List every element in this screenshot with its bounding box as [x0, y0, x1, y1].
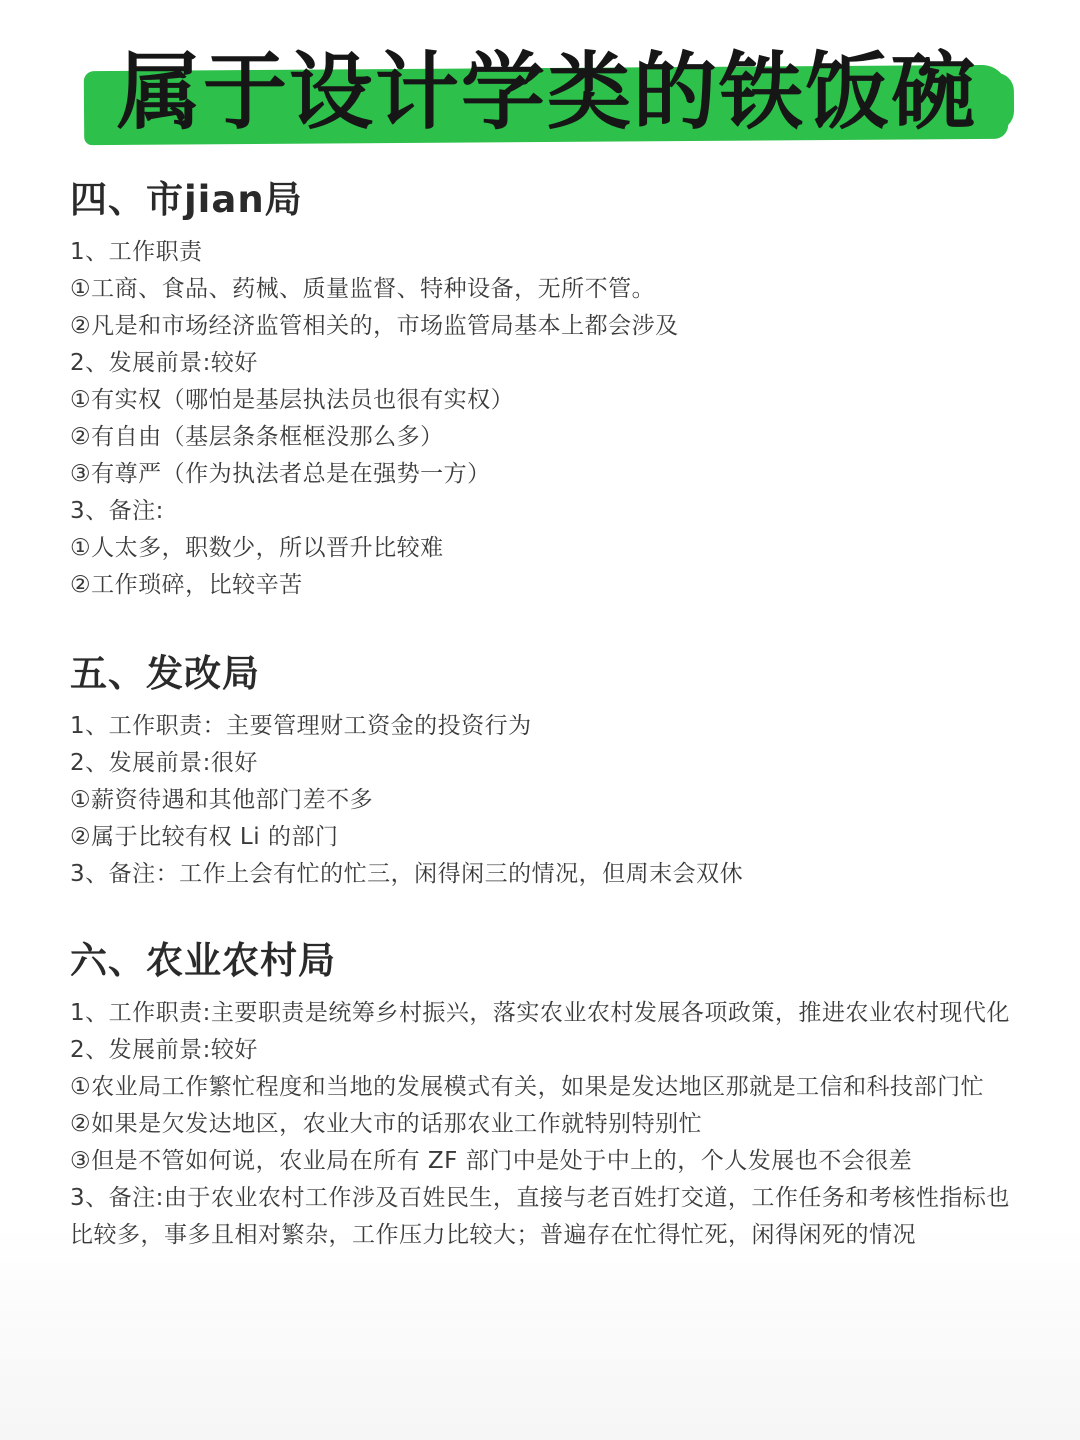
text-line: 2、发展前景:很好: [70, 750, 258, 776]
text-line: ①人太多，职数少，所以晋升比较难: [70, 535, 444, 561]
text-line: ①薪资待遇和其他部门差不多: [70, 787, 374, 813]
text-line: ①农业局工作繁忙程度和当地的发展模式有关，如果是发达地区那就是工信和科技部门忙: [70, 1074, 985, 1100]
text-line: 3、备注：工作上会有忙的忙三，闲得闲三的情况，但周末会双休: [70, 861, 744, 887]
page-title: 属于设计学类的铁饭碗: [116, 43, 977, 141]
text-line: ②如果是欠发达地区，农业大市的话那农业工作就特别特别忙: [70, 1111, 703, 1137]
section-heading: 四、市jian局: [70, 178, 303, 221]
text-line: ②有自由（基层条条框框没那么多）: [70, 424, 444, 450]
text-line: ③但是不管如何说，农业局在所有 ZF 部门中是处于中上的，个人发展也不会很差: [70, 1148, 913, 1174]
content-body: [70, 170, 1020, 1254]
text-line: ①有实权（哪怕是基层执法员也很有实权）: [70, 387, 515, 413]
text-line: 2、发展前景:较好: [70, 350, 258, 376]
section-heading: 五、发改局: [70, 652, 260, 695]
title-banner: [84, 42, 1010, 150]
text-line: 3、备注:: [70, 498, 164, 524]
text-line: 2、发展前景:较好: [70, 1037, 258, 1063]
section-agriculture-rural: [70, 931, 1020, 1254]
text-line: 1、工作职责：主要管理财工资金的投资行为: [70, 713, 532, 739]
text-line: 1、工作职责:主要职责是统筹乡村振兴，落实农业农村发展各项政策，推进农业农村现代化: [70, 1000, 1010, 1026]
text-line: 1、工作职责: [70, 239, 203, 265]
text-line: ②凡是和市场经济监管相关的，市场监管局基本上都会涉及: [70, 313, 679, 339]
section-development-reform: [70, 644, 1020, 893]
text-line: 3、备注:由于农业农村工作涉及百姓民生，直接与老百姓打交道，工作任务和考核性指标也比较多，事多且相对繁杂，工作压力比较大；普遍存在忙得忙死，闲得闲死的情况: [70, 1185, 1010, 1248]
section-heading: 六、农业农村局: [70, 939, 336, 982]
text-line: ①工商、食品、药械、质量监督、特种设备，无所不管。: [70, 276, 656, 302]
text-line: ②属于比较有权 Li 的部门: [70, 824, 339, 850]
section-market-supervision: [70, 170, 1020, 604]
text-line: ③有尊严（作为执法者总是在强势一方）: [70, 461, 491, 487]
text-line: ②工作琐碎，比较辛苦: [70, 572, 303, 598]
